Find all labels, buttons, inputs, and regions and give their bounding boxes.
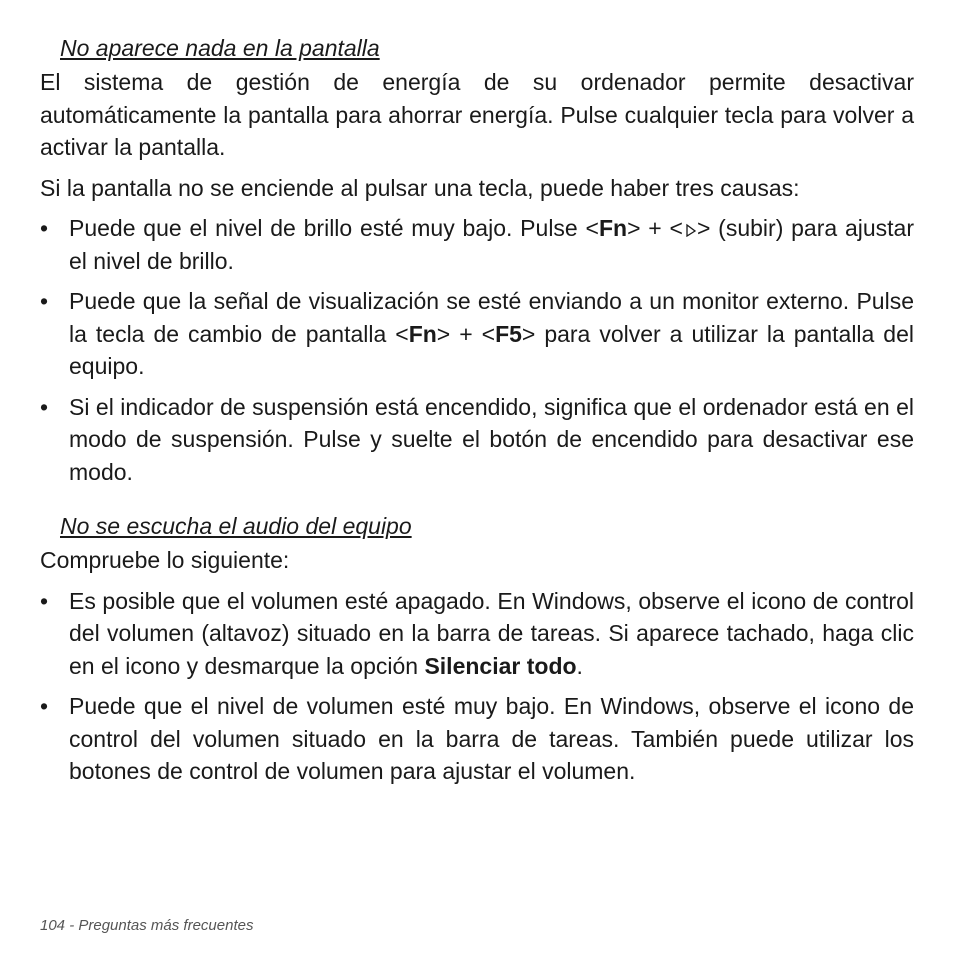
key-fn: Fn — [408, 320, 437, 347]
section-spacer — [40, 496, 914, 510]
audio-checks-list — [40, 585, 914, 788]
bullet-dot: • — [40, 393, 49, 420]
section-heading-no-audio: No se escucha el audio del equipo — [60, 513, 412, 539]
list-item — [40, 690, 914, 788]
bullet-text: Puede que el nivel de volumen esté muy bajo. En Windows, observe el icono de control del volumen situado en la barra de tareas. También puede utilizar los botones de control de volumen para ajustar el volumen. — [69, 693, 914, 784]
brightness-up-icon — [683, 223, 697, 237]
bullet-text: > + < — [627, 215, 683, 241]
bullet-dot: • — [40, 693, 49, 719]
list-item — [40, 285, 914, 383]
bullet-dot: • — [40, 288, 49, 314]
key-fn: Fn — [598, 215, 628, 241]
bullet-text: > (subir) para ajustar el nivel de brillo. — [69, 215, 915, 274]
list-item — [40, 212, 914, 277]
causes-list — [40, 212, 914, 488]
list-item — [40, 585, 914, 683]
paragraph-power-management: El sistema de gestión de energía de su ordenador permite desactivar automáticamente la pantalla para ahorrar energía. Pulse cualquier tecla para volver a activar la pantalla. — [40, 69, 914, 160]
document-page — [40, 32, 914, 796]
bullet-dot: • — [40, 587, 49, 614]
bullet-dot: • — [40, 215, 49, 241]
page-footer: 104 - Preguntas más frecuentes — [40, 917, 254, 934]
bullet-text: Puede que el nivel de brillo esté muy bajo. Pulse < — [69, 215, 599, 241]
bullet-text: . — [576, 652, 583, 679]
bullet-text: > para volver a utilizar la pantalla del equipo. — [69, 320, 915, 379]
bullet-text: Puede que la señal de visualización se esté enviando a un monitor externo. Pulse la tecla de cambio de pantalla < — [69, 288, 914, 347]
bullet-text: Es posible que el volumen esté apagado. En Windows, observe el icono de control del volumen (altavoz) situado en la barra de tareas. Si aparece tachado, haga clic en el icono y desmarque la opción — [69, 587, 914, 679]
paragraph-three-causes: Si la pantalla no se enciende al pulsar una tecla, puede haber tres causas: — [40, 174, 800, 201]
bullet-text: Si el indicador de suspensión está encendido, significa que el ordenador está en el modo de suspensión. Pulse y suelte el botón de encendido para desactivar ese modo. — [69, 393, 914, 485]
paragraph-check-following: Compruebe lo siguiente: — [40, 547, 290, 573]
section-heading-no-display: No aparece nada en la pantalla — [60, 35, 380, 61]
list-item — [40, 391, 914, 489]
key-f5: F5 — [495, 320, 522, 347]
bullet-text: > + < — [436, 320, 496, 347]
mute-all-option: Silenciar todo — [424, 652, 577, 679]
